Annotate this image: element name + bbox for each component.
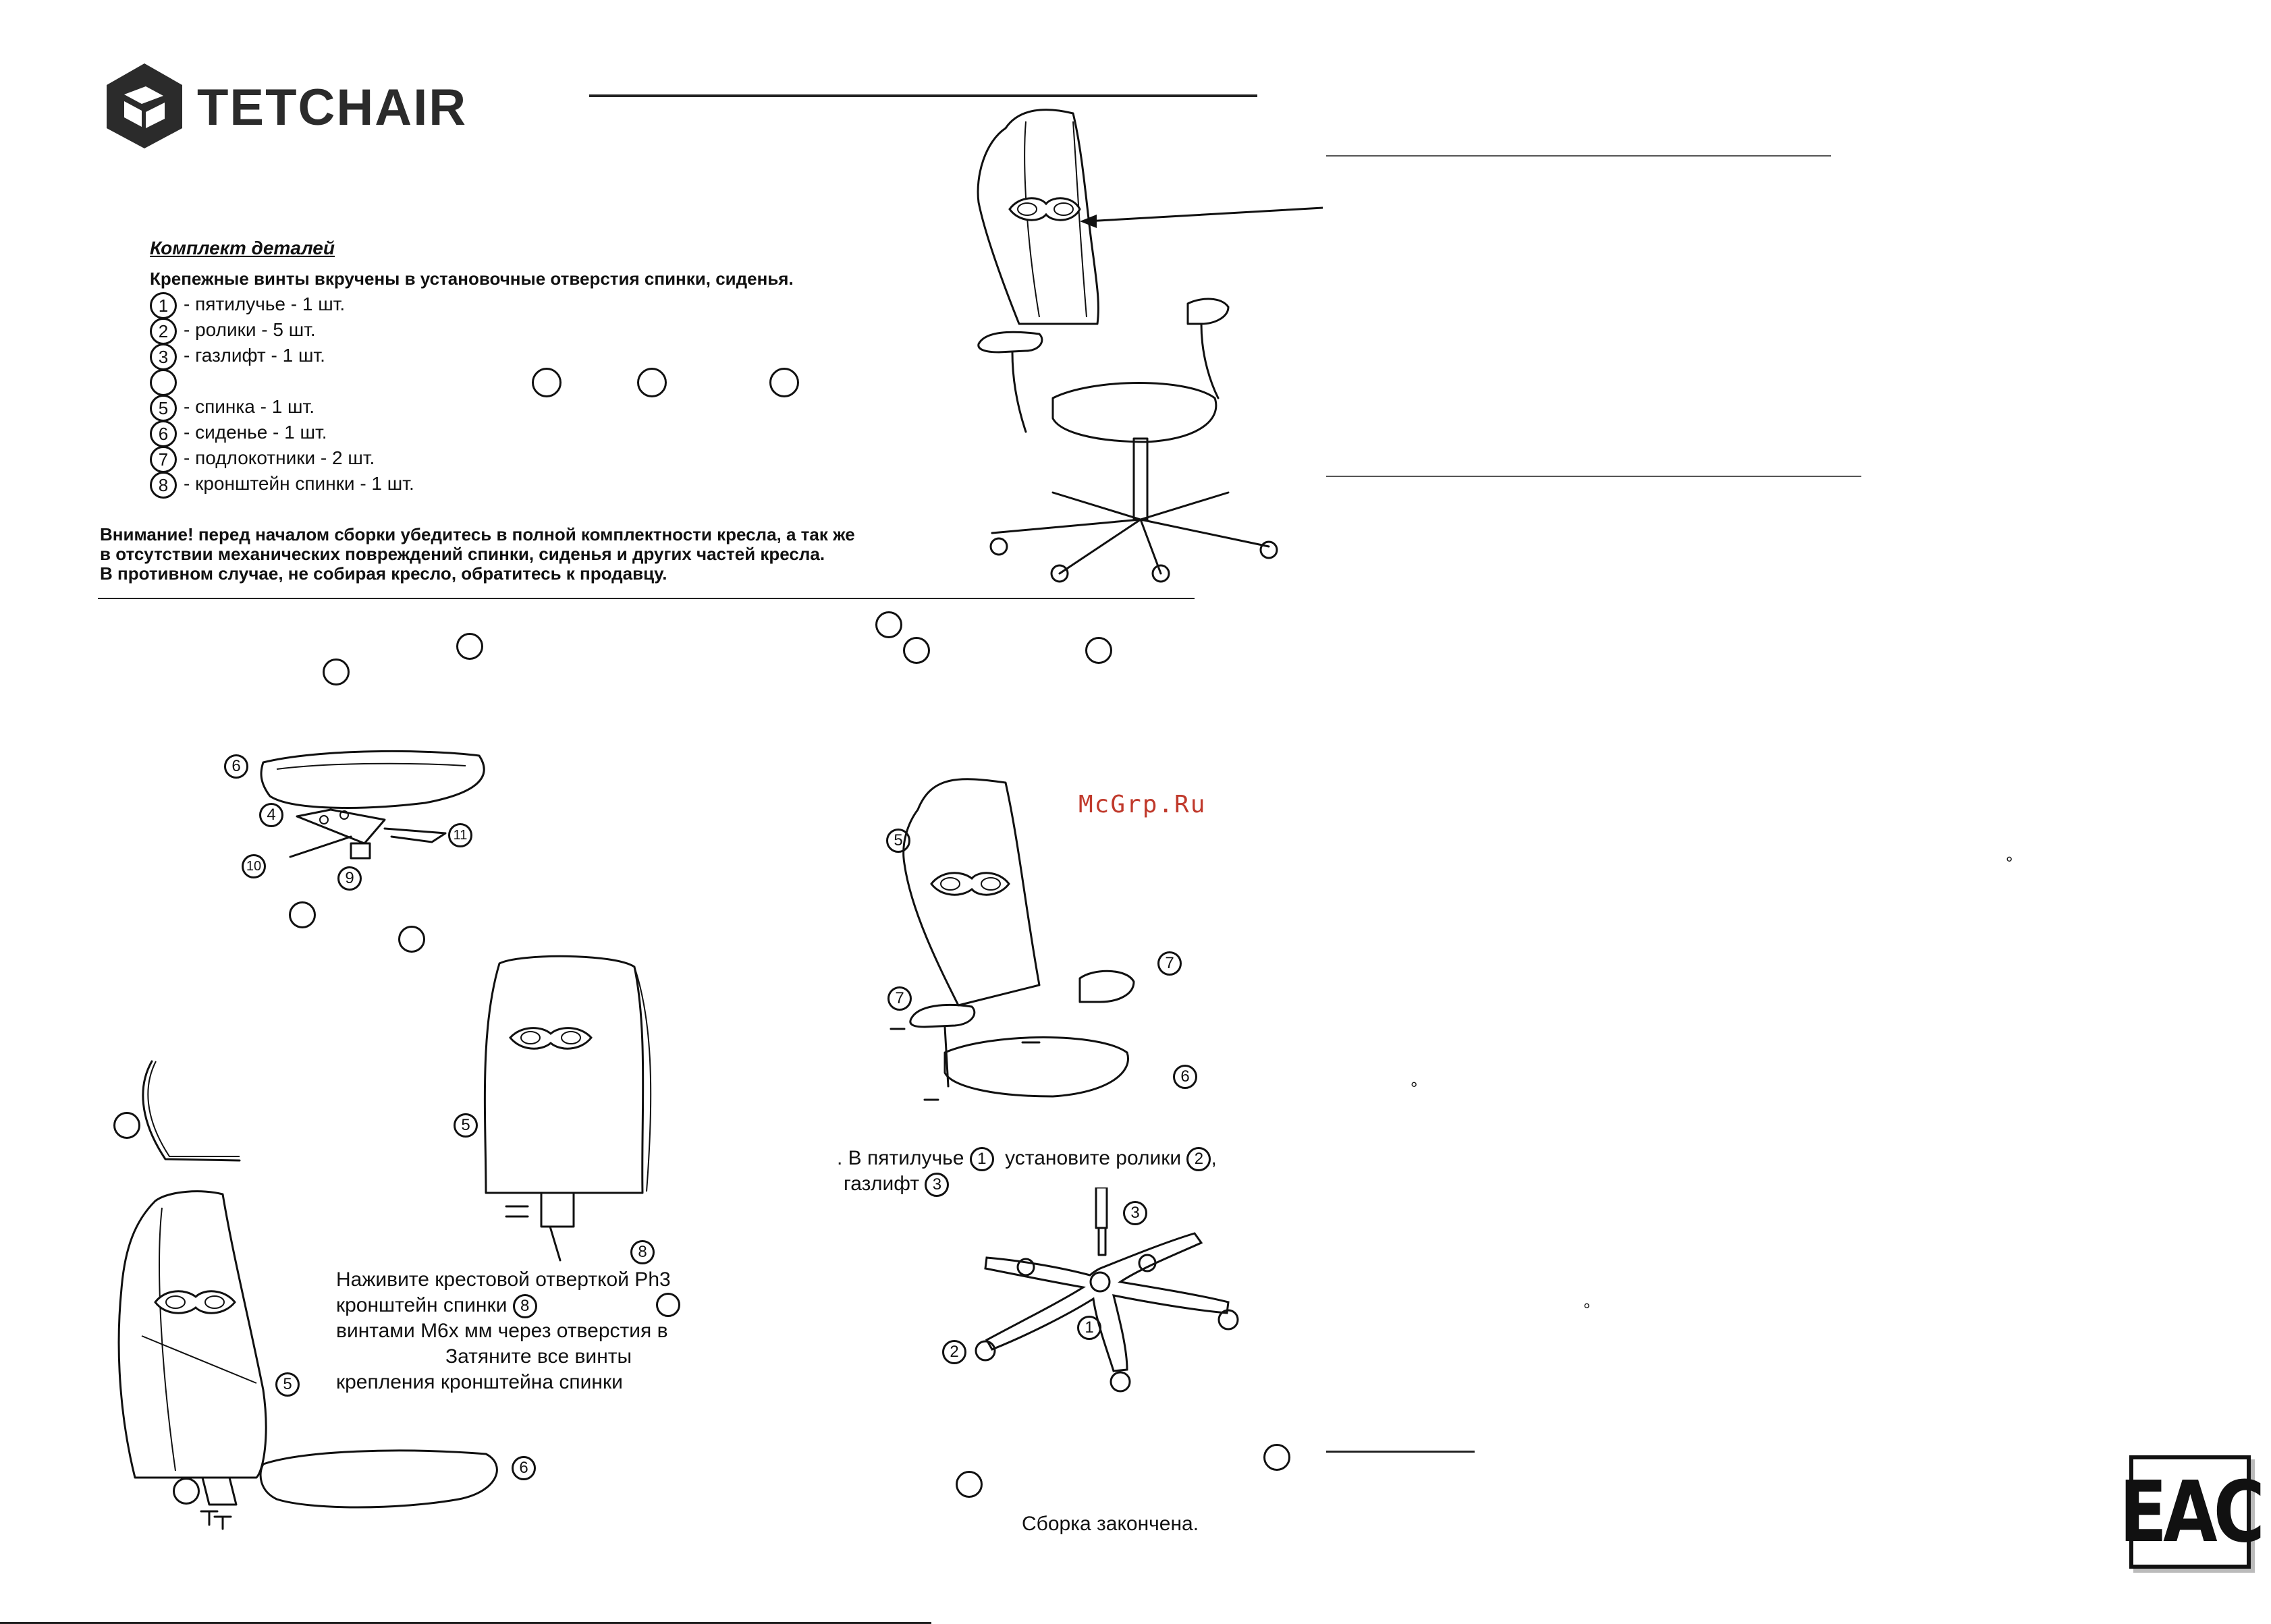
part-label-9: 9 [337, 866, 362, 891]
part-label-2: 2 [1186, 1147, 1211, 1171]
parts-subtitle: Крепежные винты вкручены в установочные отверстия спинки, сиденья. [150, 269, 794, 289]
right-rule-2 [1326, 476, 1861, 477]
right-rule-3 [1326, 1451, 1475, 1453]
empty-marker-circle [956, 1471, 983, 1498]
list-item: 3 - газлифт - 1 шт. [150, 343, 414, 368]
part-label-4: 4 [259, 803, 283, 827]
header-rule [589, 94, 1257, 97]
step-backrest-instructions: Наживите крестовой отверткой Ph3 кронштейн спинки 8 винтами М6х мм через отверстия в Затяните все винты крепления кронштейна спинки [336, 1268, 671, 1394]
eac-certification-mark [2119, 1455, 2261, 1569]
chair-overview-illustration [945, 101, 1323, 587]
part-label-8: 8 [630, 1240, 655, 1264]
degree-mark: ° [1411, 1078, 1418, 1098]
part-number-badge: 2 [150, 318, 177, 345]
parts-list [150, 291, 414, 497]
part-label-6: 6 [512, 1456, 536, 1480]
empty-marker-circle [289, 901, 316, 928]
part-label-11: 11 [448, 823, 472, 847]
right-rule-1 [1326, 155, 1831, 157]
eac-mark-text: ЕАС [2119, 1462, 2261, 1562]
empty-marker-circle [532, 368, 562, 397]
part-number-badge: 6 [150, 420, 177, 447]
part-number-badge: 1 [150, 292, 177, 319]
part-label-7: 7 [887, 986, 912, 1011]
list-item: 6 - сиденье - 1 шт. [150, 420, 414, 445]
list-item: 1 - пятилучье - 1 шт. [150, 291, 414, 317]
empty-marker-circle [456, 633, 483, 660]
part-label-6: 6 [1173, 1065, 1197, 1089]
brand-name: TETCHAIR [197, 79, 468, 136]
part-label-7: 7 [1157, 951, 1182, 976]
part-label-1: 1 [970, 1147, 994, 1171]
list-item: 5 - спинка - 1 шт. [150, 394, 414, 420]
empty-marker-circle [323, 659, 350, 685]
empty-marker-circle [656, 1293, 680, 1317]
brand-logo [104, 62, 468, 150]
warning-notice: Внимание! перед началом сборки убедитесь в полной комплектности кресла, а так же в отсутствии механических повреждений спинки, сиденья и других частей кресла. В противном случае, не собирая кресло, обратитесь к продавцу. [100, 524, 855, 584]
part-label-8: 8 [513, 1294, 537, 1318]
list-item: 7 - подлокотники - 2 шт. [150, 445, 414, 471]
empty-marker-circle [875, 611, 902, 638]
part-label-6: 6 [224, 754, 248, 779]
list-item: 8 - кронштейн спинки - 1 шт. [150, 471, 414, 497]
degree-mark: ° [1583, 1299, 1591, 1320]
part-label-5: 5 [454, 1113, 478, 1138]
list-item [150, 368, 414, 394]
part-number-badge: 7 [150, 446, 177, 473]
empty-marker-circle [113, 1112, 140, 1139]
part-number-badge: 8 [150, 472, 177, 499]
section-rule [98, 598, 1195, 599]
part-number-badge: 3 [150, 343, 177, 370]
empty-marker-circle [637, 368, 667, 397]
star-base-illustration [945, 1187, 1255, 1403]
part-label-5: 5 [275, 1372, 300, 1397]
empty-marker-circle [769, 368, 799, 397]
step-base-instructions: . В пятилучье 1 установите ролики 2 , газлифт 3 [837, 1146, 1217, 1197]
part-number-badge [150, 369, 177, 396]
empty-marker-circle [903, 637, 930, 664]
part-label-5: 5 [886, 829, 910, 853]
part-label-2: 2 [942, 1340, 966, 1364]
part-number-badge: 5 [150, 395, 177, 422]
watermark: McGrp.Ru [1078, 791, 1207, 818]
empty-marker-circle [1263, 1444, 1290, 1471]
assembly-finished-text: Сборка закончена. [1022, 1513, 1199, 1535]
brand-logo-icon [104, 62, 185, 150]
bracket-illustration [132, 1058, 253, 1173]
list-item: 2 - ролики - 5 шт. [150, 317, 414, 343]
empty-marker-circle [1085, 637, 1112, 664]
empty-marker-circle [173, 1478, 200, 1505]
part-label-1: 1 [1077, 1316, 1101, 1340]
degree-mark: ° [2006, 853, 2013, 873]
part-label-10: 10 [242, 854, 266, 878]
part-label-3: 3 [925, 1173, 949, 1197]
part-label-3: 3 [1123, 1201, 1147, 1225]
backrest-seat-illustration [108, 1187, 540, 1538]
parts-title: Комплект деталей [150, 237, 335, 258]
empty-marker-circle [398, 926, 425, 953]
